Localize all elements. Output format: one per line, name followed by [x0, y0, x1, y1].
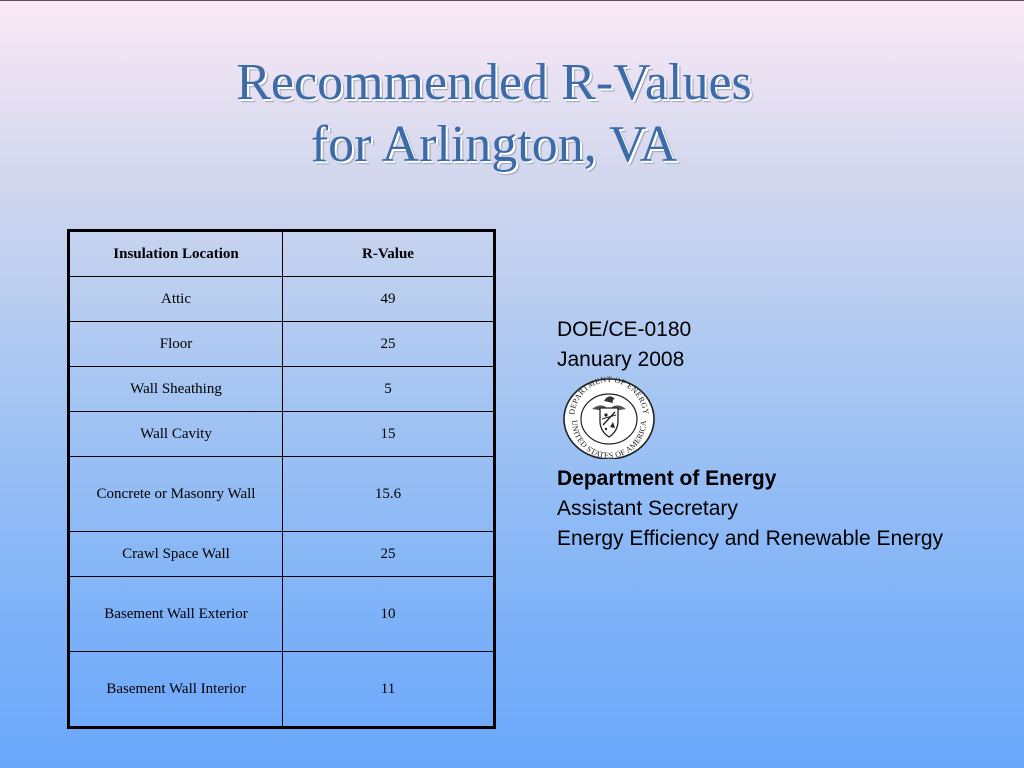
- table-header-row: [69, 231, 495, 277]
- r-value-table: [67, 229, 496, 729]
- location-cell: Wall Cavity: [69, 412, 283, 457]
- seal-text-bottom: UNITED STATES OF AMERICA: [569, 419, 649, 459]
- location-cell: Concrete or Masonry Wall: [69, 457, 283, 532]
- location-cell: Attic: [69, 277, 283, 322]
- table-row: [69, 652, 495, 728]
- table-row: [69, 367, 495, 412]
- header-insulation-location: Insulation Location: [69, 231, 283, 277]
- value-cell: 15.6: [283, 457, 495, 532]
- agency-block: [557, 464, 943, 554]
- value-cell: 5: [283, 367, 495, 412]
- value-cell: 15: [283, 412, 495, 457]
- value-cell: 25: [283, 322, 495, 367]
- value-cell: 10: [283, 577, 495, 652]
- value-cell: 49: [283, 277, 495, 322]
- slide-title: [0, 52, 988, 176]
- table-row: [69, 532, 495, 577]
- table-row: [69, 277, 495, 322]
- document-date: January 2008: [557, 348, 685, 371]
- document-number: DOE/CE-0180: [557, 318, 692, 341]
- document-info: [557, 315, 691, 375]
- agency-name: Department of Energy: [557, 467, 777, 490]
- doe-seal-icon: [562, 375, 656, 459]
- title-line-1: Recommended R-Values: [236, 54, 752, 111]
- agency-office: Assistant Secretary: [557, 497, 738, 520]
- table-row: [69, 322, 495, 367]
- location-cell: Basement Wall Exterior: [69, 577, 283, 652]
- table-row: [69, 412, 495, 457]
- table-row: [69, 457, 495, 532]
- top-rule: [0, 0, 1024, 1]
- value-cell: 25: [283, 532, 495, 577]
- location-cell: Floor: [69, 322, 283, 367]
- title-line-2: for Arlington, VA: [310, 116, 678, 173]
- location-cell: Crawl Space Wall: [69, 532, 283, 577]
- location-cell: Wall Sheathing: [69, 367, 283, 412]
- agency-division: Energy Efficiency and Renewable Energy: [557, 527, 944, 550]
- value-cell: 11: [283, 652, 495, 728]
- location-cell: Basement Wall Interior: [69, 652, 283, 728]
- header-r-value: R-Value: [283, 231, 495, 277]
- seal-text-top: DEPARTMENT OF ENERGY: [567, 375, 651, 416]
- table-row: [69, 577, 495, 652]
